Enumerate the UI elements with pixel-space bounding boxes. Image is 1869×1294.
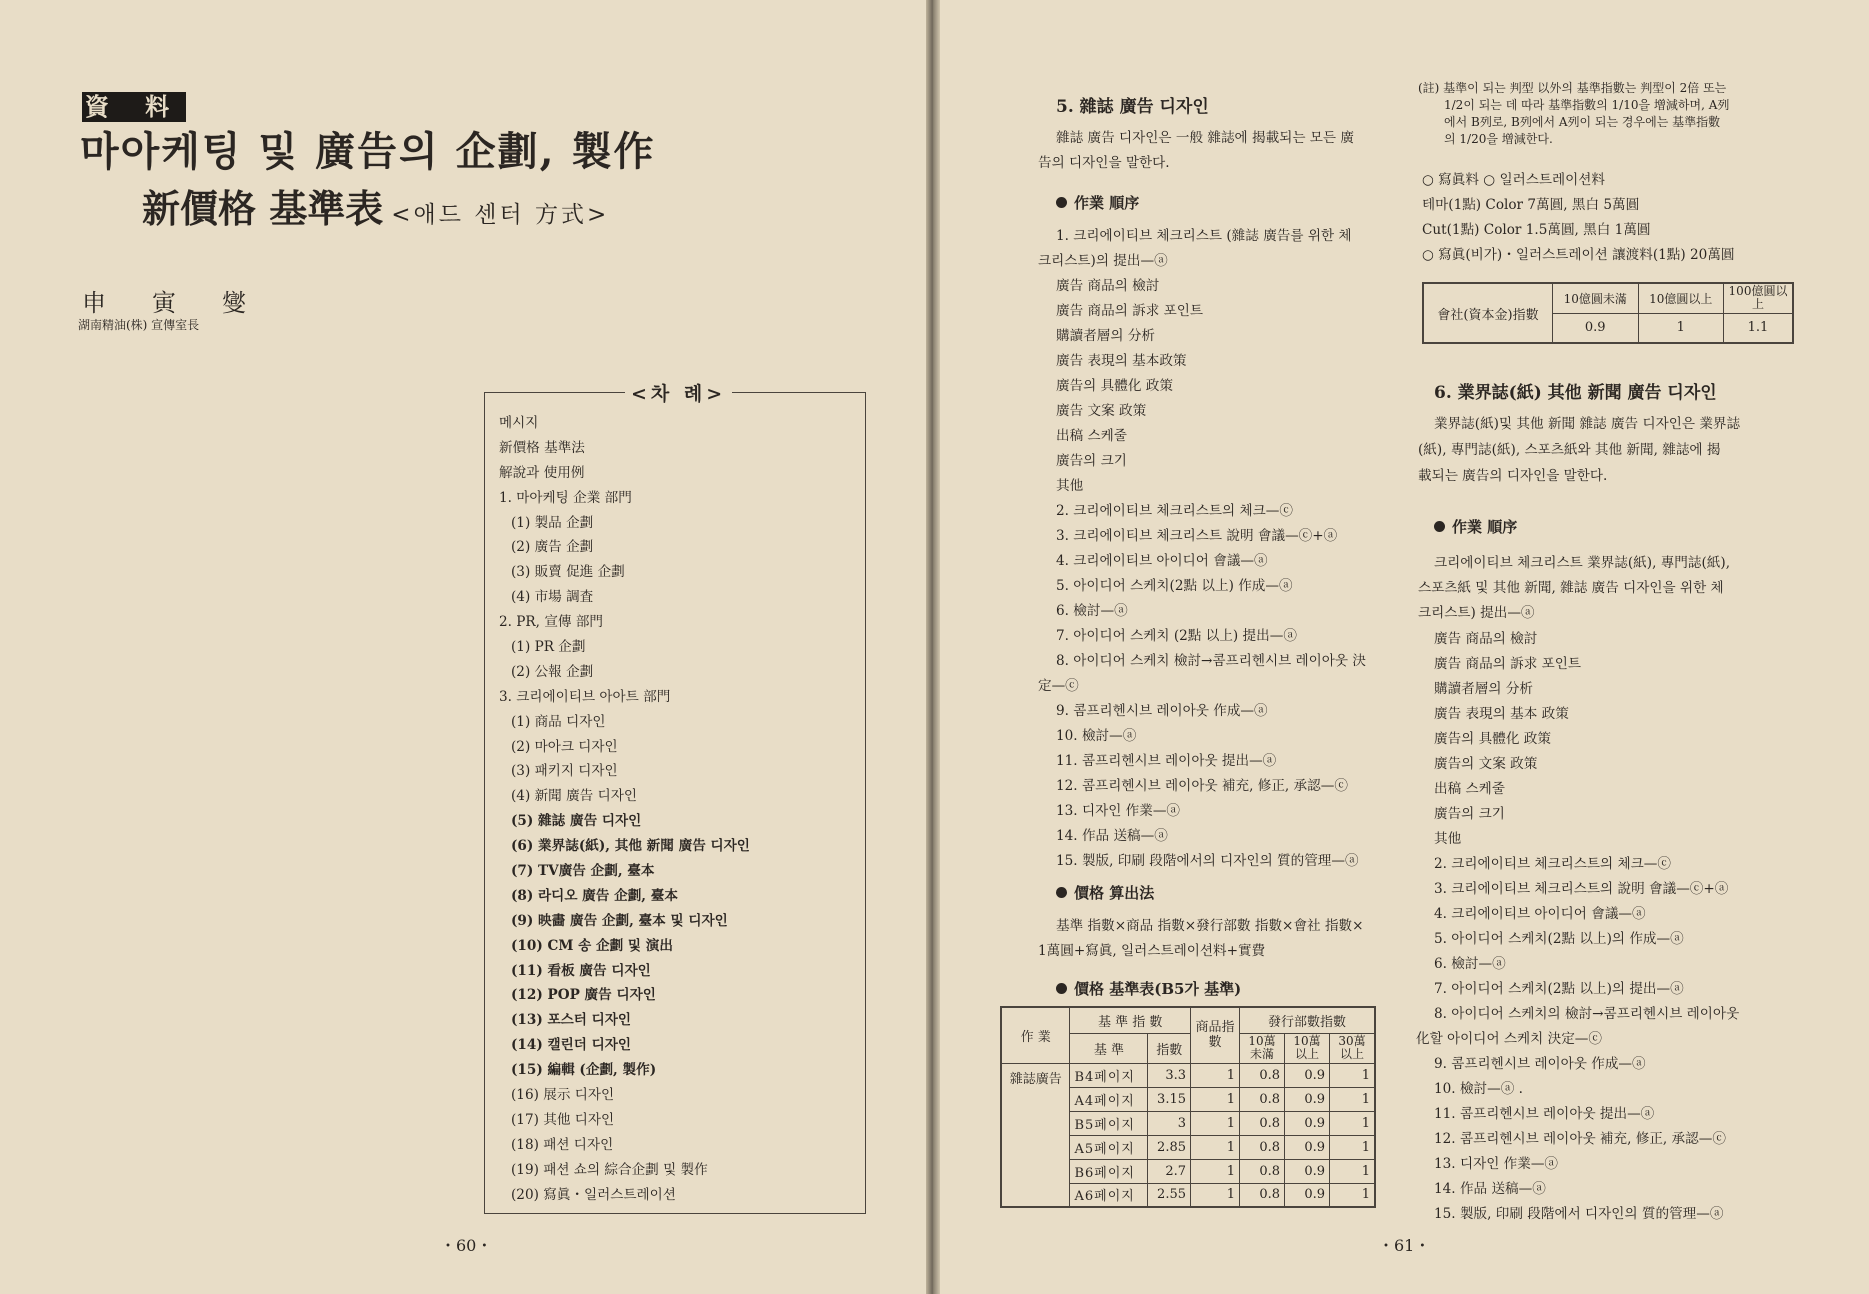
section-6-steps: [1416, 852, 1740, 1227]
step-item: 11. 콤프리헨시브 레이아웃 提出—ⓐ: [1434, 1106, 1655, 1122]
cap-v2: 1: [1638, 313, 1724, 343]
toc-item: (15) 編輯 (企劃, 製作): [511, 1062, 657, 1079]
author-affiliation: 湖南精油(株) 宣傳室長: [78, 318, 200, 332]
th-circulation: 發行部數指數: [1240, 1007, 1376, 1033]
section-6-step1-line2: 스포츠紙 및 其他 新聞, 雜誌 廣告 디자인을 위한 체: [1418, 580, 1724, 596]
cap-v1: 0.9: [1553, 313, 1639, 343]
company-index-label: 會社(資本金)指數: [1423, 283, 1553, 343]
section-6-work-heading-text: 作業 順序: [1452, 518, 1518, 536]
section-5-price-heading-text: 價格 算出法: [1074, 884, 1155, 902]
cell-c1: 0.8: [1240, 1135, 1285, 1159]
cell-c1: 0.8: [1240, 1159, 1285, 1183]
checklist-item: 廣告의 具體化 政策: [1056, 378, 1173, 394]
cell-c3: 1: [1330, 1111, 1376, 1135]
note-line3: 에서 B列로, B列에서 A列이 되는 경우에는 基準指數: [1444, 115, 1721, 129]
cell-c2: 0.9: [1285, 1159, 1330, 1183]
step-item: 7. 아이디어 스케치 (2點 以上) 提出—ⓐ: [1056, 628, 1297, 644]
step-item: 定—ⓒ: [1038, 678, 1079, 694]
section-6-intro-line3: 載되는 廣告의 디자인을 말한다.: [1418, 468, 1608, 484]
checklist-item: 出稿 스케줄: [1056, 428, 1127, 444]
toc-item: (18) 패션 디자인: [511, 1136, 614, 1153]
author-name: 申寅燮: [82, 289, 292, 317]
section-6-step1-line1: 크리에이티브 체크리스트 業界誌(紙), 專門誌(紙),: [1434, 555, 1731, 571]
step-item: 6. 檢討—ⓐ: [1056, 603, 1128, 619]
checklist-item: 廣告의 크기: [1434, 806, 1505, 822]
photo-fee-heading: ○ 寫眞料 ○ 일러스트레이션料: [1422, 172, 1605, 188]
table-of-contents: [484, 383, 866, 1214]
cell-prod: 1: [1191, 1063, 1240, 1087]
step-item: 15. 製版, 印刷 段階에서 디자인의 質的管理—ⓐ: [1434, 1206, 1724, 1222]
toc-item: (9) 映畵 廣告 企劃, 臺本 및 디자인: [511, 912, 728, 929]
cell-c3: 1: [1330, 1183, 1376, 1207]
cell-c2: 0.9: [1285, 1111, 1330, 1135]
step-item: 4. 크리에이티브 아이디어 會議—ⓐ: [1056, 553, 1268, 569]
th-base: 基 準 指 數: [1070, 1007, 1191, 1033]
cell-c2: 0.9: [1285, 1183, 1330, 1207]
section-5-heading: 5. 雜誌 廣告 디자인: [1056, 97, 1209, 117]
cell-c2: 0.9: [1285, 1087, 1330, 1111]
step-item: 3. 크리에이티브 체크리스트 說明 會議—ⓒ+ⓐ: [1056, 528, 1338, 544]
checklist-item: 廣告 表現의 基本 政策: [1434, 706, 1569, 722]
checklist-item: 購讀者層의 分析: [1056, 328, 1156, 344]
cell-c3: 1: [1330, 1087, 1376, 1111]
photo-fee-transfer: ○ 寫眞(비가)・일러스트레이션 讓渡料(1點) 20萬圓: [1422, 247, 1735, 263]
toc-item: (12) POP 廣告 디자인: [511, 987, 656, 1004]
cell-c3: 1: [1330, 1159, 1376, 1183]
toc-item: (10) CM 송 企劃 및 演出: [511, 937, 673, 954]
step-item: 2. 크리에이티브 체크리스트의 체크—ⓒ: [1056, 503, 1293, 519]
price-table-body: [1001, 1063, 1375, 1207]
cell-name: A6페이지: [1070, 1183, 1148, 1207]
toc-item: (3) 패키지 디자인: [511, 763, 618, 780]
toc-title: <차 례>: [625, 379, 732, 406]
cell-c1: 0.8: [1240, 1183, 1285, 1207]
table-row: [1001, 1063, 1375, 1087]
step-item: 13. 디자인 作業—ⓐ: [1434, 1156, 1559, 1172]
section-6-intro-line1: 業界誌(紙)및 其他 新聞 雜誌 廣告 디자인은 業界誌: [1434, 416, 1741, 432]
cell-c3: 1: [1330, 1135, 1376, 1159]
toc-item: 2. PR, 宣傳 部門: [499, 614, 604, 631]
photo-fee-theme: 테마(1點) Color 7萬圓, 黑白 5萬圓: [1422, 197, 1640, 213]
step-item: 9. 콤프리헨시브 레이아웃 作成—ⓐ: [1056, 703, 1268, 719]
checklist-item: 廣告 商品의 檢討: [1434, 631, 1538, 647]
cell-c2: 0.9: [1285, 1063, 1330, 1087]
toc-item: (6) 業界誌(紙), 其他 新聞 廣告 디자인: [511, 838, 750, 855]
th-circ-1: 10萬未滿: [1240, 1033, 1285, 1063]
section-badge: 資 料: [82, 92, 186, 122]
section-5-intro-line1: 雜誌 廣告 디자인은 一般 雜誌에 揭載되는 모든 廣: [1056, 130, 1354, 146]
step-item: 14. 作品 送稿—ⓐ: [1056, 828, 1168, 844]
step-item: 9. 콤프리헨시브 레이아웃 作成—ⓐ: [1434, 1056, 1646, 1072]
step-item: 6. 檢討—ⓐ: [1434, 956, 1506, 972]
toc-item: (5) 雜誌 廣告 디자인: [511, 813, 642, 830]
cell-idx: 2.7: [1148, 1159, 1191, 1183]
step-item: 7. 아이디어 스케치(2點 以上)의 提出—ⓐ: [1434, 981, 1684, 997]
section-5-price-formula-line2: 1萬圓+寫眞, 일러스트레이션料+實費: [1038, 943, 1266, 959]
toc-item: (13) 포스터 디자인: [511, 1012, 632, 1029]
checklist-item: 廣告 文案 政策: [1056, 403, 1147, 419]
checklist-item: 廣告의 文案 政策: [1434, 756, 1538, 772]
toc-item: (8) 라디오 廣告 企劃, 臺本: [511, 887, 678, 904]
section-5-step1-line1: 1. 크리에이티브 체크리스트 (雜誌 廣告를 위한 체: [1056, 228, 1352, 244]
cap-v3: 1.1: [1724, 313, 1794, 343]
toc-item: 3. 크리에이티브 아아트 部門: [499, 688, 671, 705]
section-5-table-heading-text: 價格 基準表(B5가 基準): [1074, 980, 1242, 998]
step-item: 5. 아이디어 스케치(2點 以上)의 作成—ⓐ: [1434, 931, 1684, 947]
th-circ-3: 30萬以上: [1330, 1033, 1376, 1063]
page-number-right: ・61・: [1378, 1236, 1431, 1255]
subtitle-note: <애드 센터 方式>: [391, 202, 610, 228]
note-line1: (註) 基準이 되는 判型 以外의 基準指數는 判型이 2倍 또는: [1418, 81, 1727, 95]
article-title: 마아케팅 및 廣告의 企劃, 製作: [80, 128, 656, 175]
section-5-work-heading: [1056, 192, 1139, 213]
cell-c1: 0.8: [1240, 1111, 1285, 1135]
note-line4: 의 1/20을 增減한다.: [1444, 132, 1553, 146]
step-item: 化할 아이디어 스케치 決定—ⓒ: [1416, 1031, 1602, 1047]
toc-item: (4) 新聞 廣告 디자인: [511, 788, 637, 805]
right-page: [940, 0, 1869, 1294]
section-6-intro-line2: (紙), 專門誌(紙), 스포츠紙와 其他 新聞, 雜誌에 揭: [1418, 442, 1721, 458]
cell-idx: 3.3: [1148, 1063, 1191, 1087]
section-5-table-heading: [1056, 978, 1241, 999]
step-item: 12. 콤프리헨시브 레이아웃 補充, 修正, 承認—ⓒ: [1434, 1131, 1726, 1147]
section-5-steps: [1038, 499, 1366, 874]
step-item: 4. 크리에이티브 아이디어 會議—ⓐ: [1434, 906, 1646, 922]
step-item: 14. 作品 送稿—ⓐ: [1434, 1181, 1546, 1197]
step-item: 3. 크리에이티브 체크리스트의 說明 會議—ⓒ+ⓐ: [1434, 881, 1729, 897]
cell-idx: 2.55: [1148, 1183, 1191, 1207]
step-item: 15. 製版, 印刷 段階에서의 디자인의 質的管理—ⓐ: [1056, 853, 1359, 869]
note-line2: 1/2이 되는 데 따라 基準指數의 1/10을 增減하며, A列: [1444, 98, 1730, 112]
step-item: 13. 디자인 作業—ⓐ: [1056, 803, 1181, 819]
section-6-checklist: [1434, 627, 1581, 852]
cell-idx: 3: [1148, 1111, 1191, 1135]
section-5-checklist: [1056, 274, 1203, 499]
section-5-work-heading-text: 作業 順序: [1074, 194, 1140, 212]
cell-name: B4페이지: [1070, 1063, 1148, 1087]
section-6-heading: 6. 業界誌(紙) 其他 新聞 廣告 디자인: [1434, 383, 1717, 403]
checklist-item: 購讀者層의 分析: [1434, 681, 1534, 697]
cell-prod: 1: [1191, 1183, 1240, 1207]
section-5-intro-line2: 告의 디자인을 말한다.: [1038, 155, 1170, 171]
toc-item: (1) PR 企劃: [511, 639, 586, 656]
section-6-work-heading: [1434, 516, 1517, 537]
th-base-idx: 指數: [1148, 1033, 1191, 1063]
section-6-step1-line3: 크리스트) 提出—ⓐ: [1418, 605, 1535, 621]
checklist-item: 廣告 表現의 基本政策: [1056, 353, 1187, 369]
step-item: 5. 아이디어 스케치(2點 以上) 作成—ⓐ: [1056, 578, 1293, 594]
checklist-item: 廣告의 크기: [1056, 453, 1127, 469]
cell-c3: 1: [1330, 1063, 1376, 1087]
toc-item: (16) 展示 디자인: [511, 1087, 615, 1104]
step-item: 8. 아이디어 스케치 檢討→콤프리헨시브 레이아웃 決: [1056, 653, 1366, 669]
cell-idx: 3.15: [1148, 1087, 1191, 1111]
cell-name: B6페이지: [1070, 1159, 1148, 1183]
step-item: 10. 檢討—ⓐ: [1056, 728, 1137, 744]
step-item: 12. 콤프리헨시브 레이아웃 補充, 修正, 承認—ⓒ: [1056, 778, 1348, 794]
article-subtitle: [142, 178, 609, 233]
cell-c1: 0.8: [1240, 1087, 1285, 1111]
checklist-item: 其他: [1056, 478, 1084, 494]
toc-item: (1) 製品 企劃: [511, 514, 594, 531]
step-item: 10. 檢討—ⓐ .: [1434, 1081, 1523, 1097]
cell-name: A5페이지: [1070, 1135, 1148, 1159]
photo-fee-cut: Cut(1點) Color 1.5萬圓, 黑白 1萬圓: [1422, 222, 1651, 238]
cell-prod: 1: [1191, 1135, 1240, 1159]
toc-list: [499, 411, 859, 1208]
th-base-std: 基 準: [1070, 1033, 1148, 1063]
toc-item: (17) 其他 디자인: [511, 1111, 615, 1128]
cell-prod: 1: [1191, 1087, 1240, 1111]
step-item: 11. 콤프리헨시브 레이아웃 提出—ⓐ: [1056, 753, 1277, 769]
page-number-left: ・60・: [440, 1236, 493, 1255]
cell-c1: 0.8: [1240, 1063, 1285, 1087]
toc-item: (7) TV廣告 企劃, 臺本: [511, 863, 655, 880]
toc-item: 解說과 使用例: [499, 464, 585, 481]
cell-prod: 1: [1191, 1159, 1240, 1183]
th-product: 商品指數: [1191, 1007, 1240, 1063]
checklist-item: 廣告 商品의 訴求 포인트: [1434, 656, 1582, 672]
toc-item: (14) 캘린더 디자인: [511, 1037, 632, 1054]
toc-item: (1) 商品 디자인: [511, 713, 606, 730]
row-category: 雜誌廣告: [1001, 1063, 1070, 1207]
cell-name: A4페이지: [1070, 1087, 1148, 1111]
section-5-price-formula-line1: 基準 指數×商品 指數×發行部數 指數×會社 指數×: [1056, 918, 1364, 934]
checklist-item: 廣告의 具體化 政策: [1434, 731, 1551, 747]
book-gutter: [926, 0, 940, 1294]
th-circ-2: 10萬以上: [1285, 1033, 1330, 1063]
toc-item: (20) 寫眞・일러스트레이션: [511, 1186, 676, 1203]
toc-item: (3) 販賣 促進 企劃: [511, 564, 625, 581]
toc-item: (2) 마아크 디자인: [511, 738, 618, 755]
bullet-dot-icon: [1056, 197, 1067, 208]
checklist-item: 廣告 商品의 訴求 포인트: [1056, 303, 1204, 319]
toc-item: (2) 廣告 企劃: [511, 539, 594, 556]
section-5-step1-line2: 크리스트)의 提出—ⓐ: [1038, 253, 1168, 269]
toc-item: 1. 마아케팅 企業 部門: [499, 489, 632, 506]
cap-h3: 100億圓以上: [1724, 283, 1794, 313]
cap-h2: 10億圓以上: [1638, 283, 1724, 313]
bullet-dot-icon: [1056, 983, 1067, 994]
bullet-dot-icon: [1434, 521, 1445, 532]
toc-item: 메시지: [499, 415, 539, 431]
company-index-table: [1422, 282, 1794, 344]
left-page: [0, 0, 926, 1294]
cap-h1: 10億圓未滿: [1553, 283, 1639, 313]
th-work: 作 業: [1001, 1007, 1070, 1063]
toc-item: 新價格 基準法: [499, 439, 585, 456]
toc-item: (19) 패션 쇼의 綜合企劃 및 製作: [511, 1161, 708, 1178]
step-item: 2. 크리에이티브 체크리스트의 체크—ⓒ: [1434, 856, 1671, 872]
checklist-item: 出稿 스케줄: [1434, 781, 1505, 797]
toc-item: (4) 市場 調査: [511, 589, 594, 606]
price-table: [1000, 1006, 1376, 1208]
section-5-price-heading: [1056, 882, 1154, 903]
step-item: 8. 아이디어 스케치의 檢討→콤프리헨시브 레이아웃: [1434, 1006, 1740, 1022]
subtitle-main: 新價格 基準表: [142, 186, 384, 231]
toc-item: (11) 看板 廣告 디자인: [511, 962, 651, 979]
checklist-item: 其他: [1434, 831, 1462, 847]
cell-c2: 0.9: [1285, 1135, 1330, 1159]
checklist-item: 廣告 商品의 檢討: [1056, 278, 1160, 294]
cell-name: B5페이지: [1070, 1111, 1148, 1135]
toc-item: (2) 公報 企劃: [511, 663, 594, 680]
cell-prod: 1: [1191, 1111, 1240, 1135]
bullet-dot-icon: [1056, 887, 1067, 898]
cell-idx: 2.85: [1148, 1135, 1191, 1159]
